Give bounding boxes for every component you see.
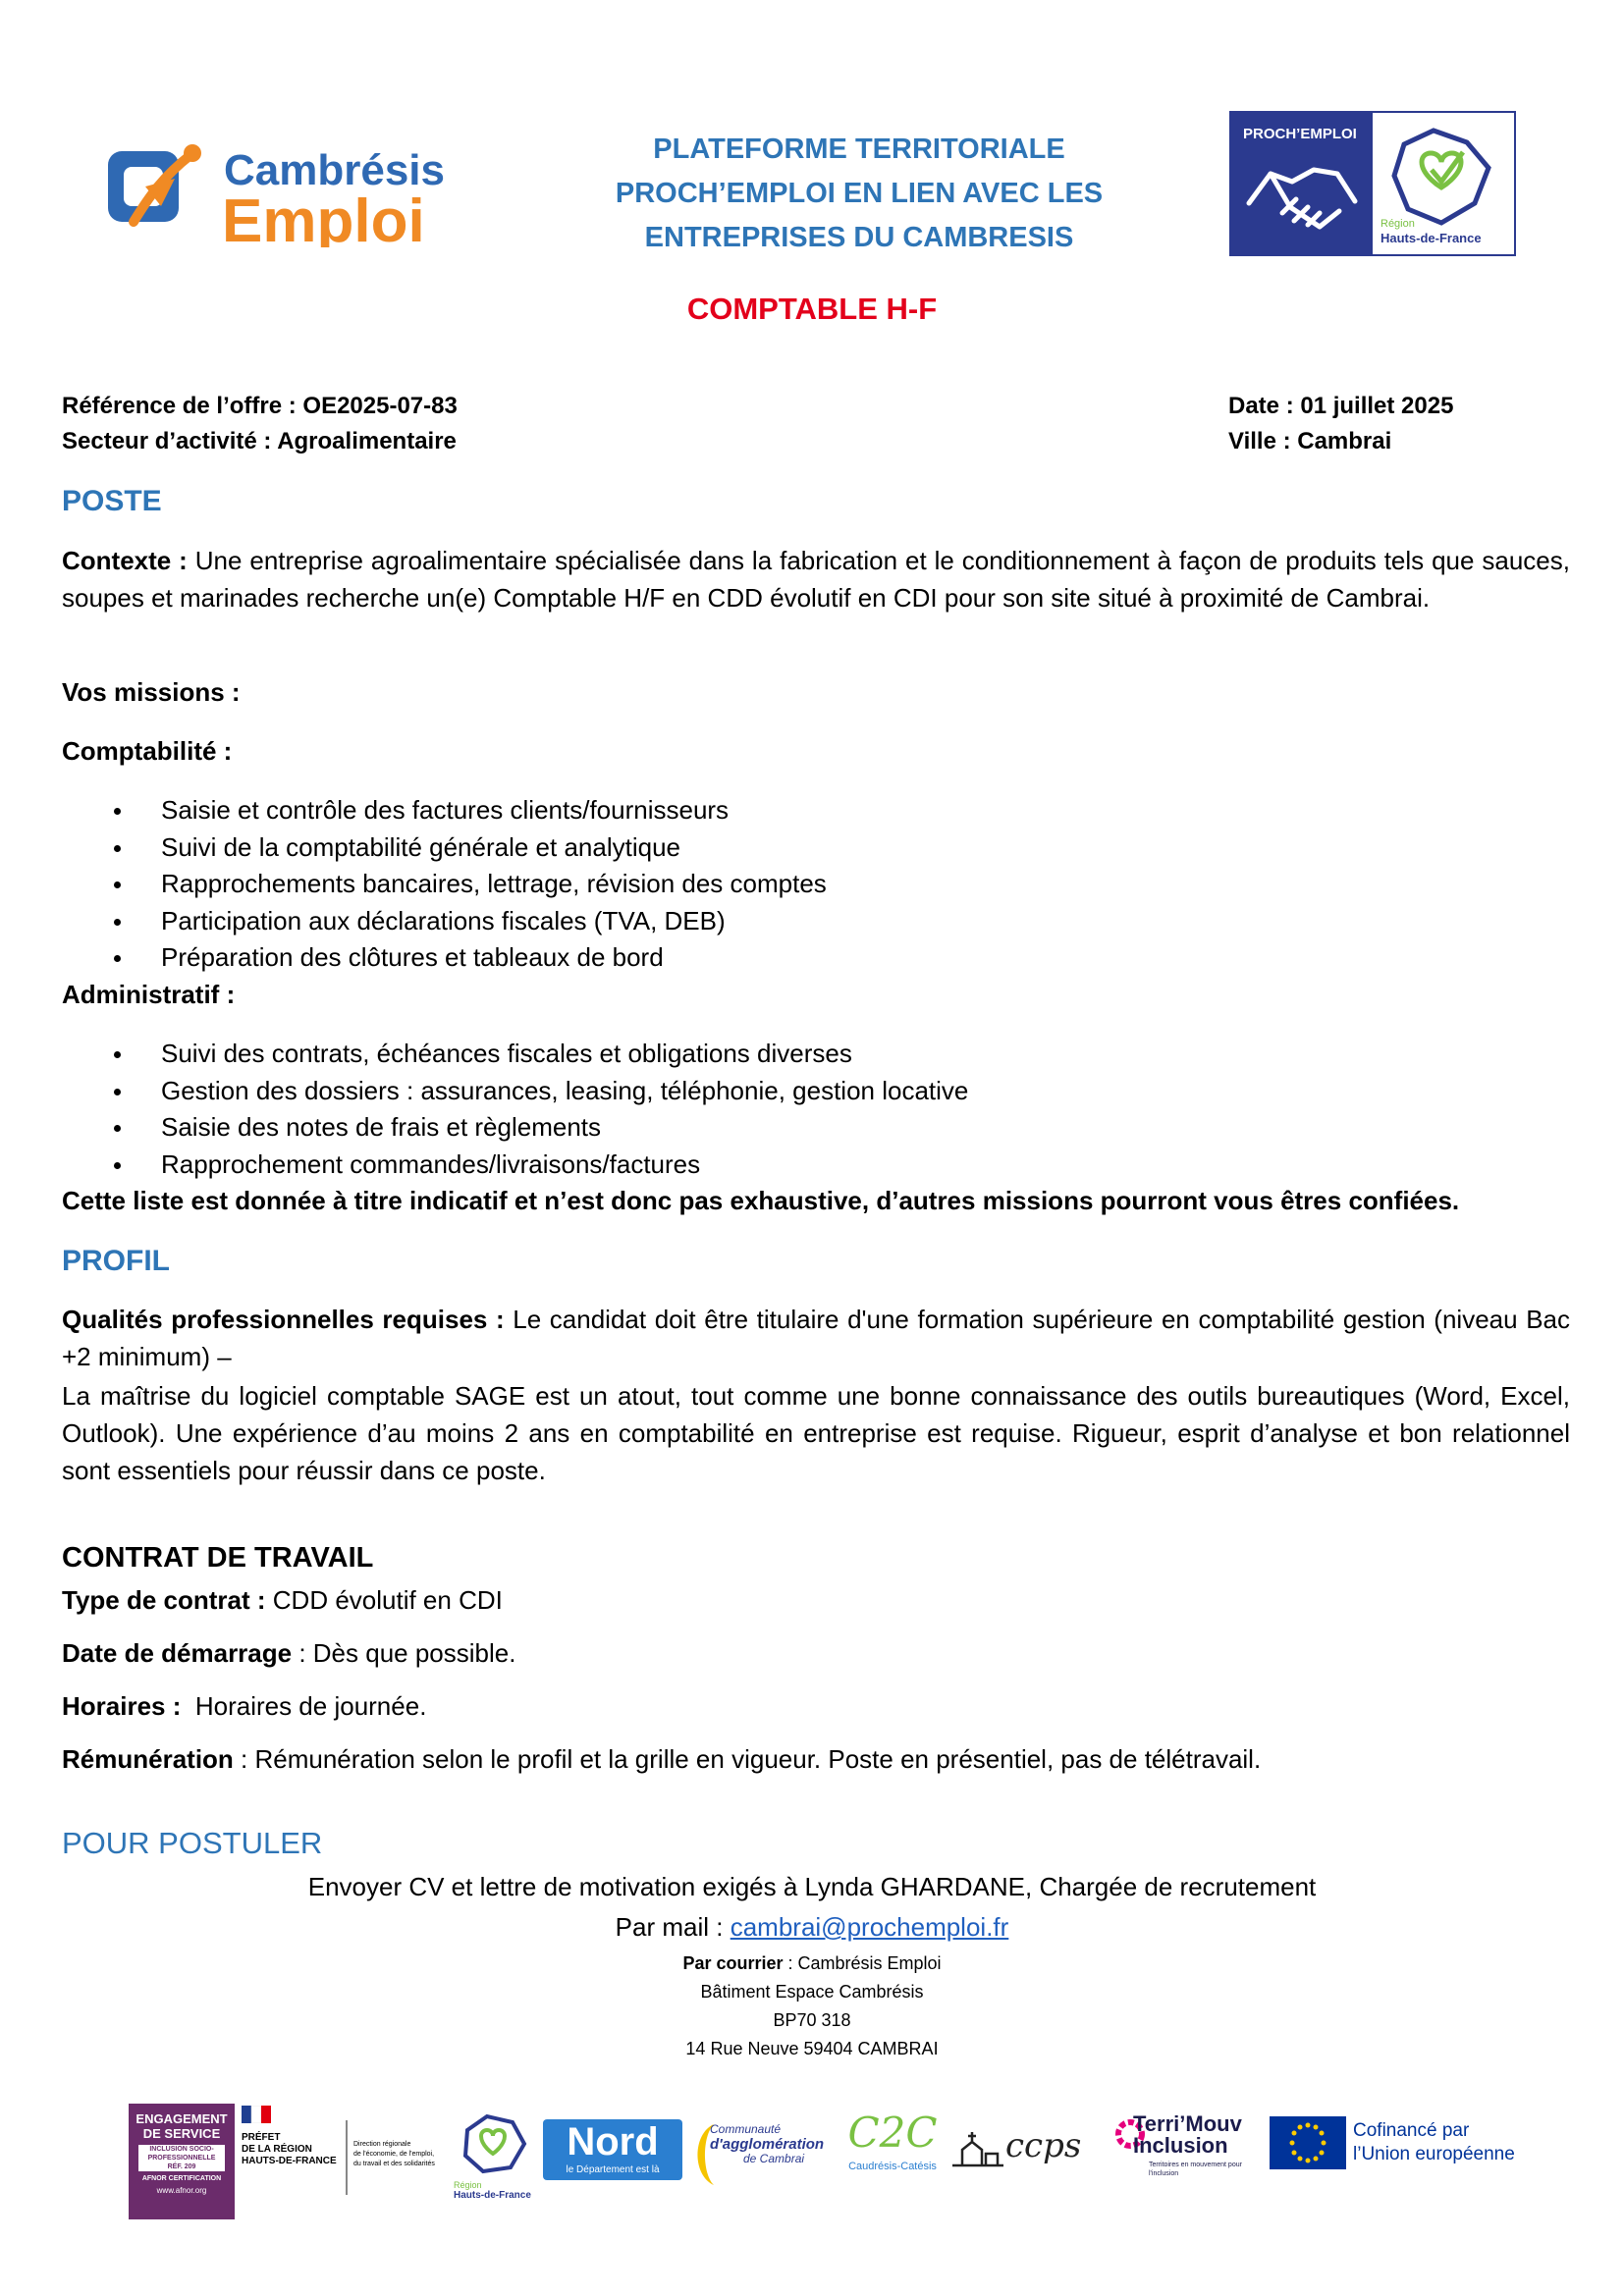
french-flag-icon: [242, 2106, 271, 2123]
c2c-sub: Caudrésis-Catésis: [848, 2161, 937, 2172]
afnor-title-line: ENGAGEMENT: [135, 2111, 228, 2126]
apply-email-prefix: Par mail :: [615, 1912, 731, 1942]
offer-reference: Référence de l’offre : OE2025-07-83: [62, 393, 458, 419]
ccps-text: ccps: [1005, 2126, 1082, 2165]
list-item: Saisie des notes de frais et règlements: [62, 1109, 968, 1147]
prefet-line: HAUTS-DE-FRANCE: [242, 2156, 337, 2166]
eu-line: l’Union européenne: [1353, 2144, 1515, 2164]
prochemploi-logo-mark: [1231, 113, 1514, 254]
afnor-title-line: DE SERVICE: [142, 2126, 221, 2141]
afnor-small-line: INCLUSION SOCIO-: [149, 2146, 214, 2153]
remuneration-value: : Rémunération selon le profil et la grille en vigueur. Poste en présentiel, pas de télétravail.: [233, 1744, 1262, 1774]
dreets-line: de l'économie, de l'emploi,: [353, 2151, 435, 2158]
profile-details: La maîtrise du logiciel comptable SAGE est un atout, tout comme une bonne connaissance des outils bureautiques (Word, Excel, Outlook). Une expérience d’au moins 2 ans en comptabilité en entreprise est requise. Rigueur, esprit d’analyse et bon relationnel sont essentiels pour réussir dans ce poste.: [62, 1381, 1570, 1485]
section-heading-contrat: CONTRAT DE TRAVAIL: [62, 1542, 374, 1574]
list-item: Suivi des contrats, échéances fiscales et obligations diverses: [62, 1036, 968, 1073]
header-title-line: PROCH’EMPLOI EN LIEN AVEC LES: [615, 178, 1104, 209]
section-heading-profil: PROFIL: [62, 1245, 170, 1277]
c2c-logo: [841, 2106, 944, 2196]
caac-logo: [688, 2112, 839, 2195]
apply-mail-line: [0, 1953, 1624, 1974]
badge-title: PROCH’EMPLOI: [1243, 126, 1357, 142]
list-item: Gestion des dossiers : assurances, leasing, téléphonie, gestion locative: [62, 1073, 968, 1110]
afnor-site: www.afnor.org: [156, 2186, 207, 2195]
start-date-value: : Dès que possible.: [292, 1638, 516, 1668]
header-title: [550, 128, 1168, 260]
eu-cofinance-text: [1353, 2119, 1515, 2166]
address-line: BP70 318: [773, 2010, 851, 2030]
afnor-cert: AFNOR CERTIFICATION: [141, 2175, 222, 2182]
ccps-logo: [948, 2120, 1086, 2189]
church-icon: [948, 2130, 1007, 2169]
comptabilite-label: Comptabilité :: [62, 736, 233, 766]
afnor-small-line: PROFESSIONNELLE: [147, 2155, 216, 2162]
nord-text: Nord: [567, 2120, 659, 2163]
contract-type-value: CDD évolutif en CDI: [265, 1585, 503, 1615]
region-name: Hauts-de-France: [454, 2190, 531, 2201]
apply-email-line: [0, 1912, 1624, 1943]
courrier-value: : Cambrésis Emploi: [783, 1953, 942, 1973]
terri-mouv-logo: [1113, 2111, 1267, 2200]
missions-disclaimer: Cette liste est donnée à titre indicatif et n’est donc pas exhaustive, d’autres missions pourront vous êtres confiées.: [62, 1186, 1460, 1215]
region-hdf-logo: [454, 2109, 544, 2207]
eu-line: Cofinancé par: [1353, 2120, 1470, 2141]
contract-type-label: Type de contrat :: [62, 1585, 266, 1615]
remuneration-label: Rémunération: [62, 1744, 234, 1774]
header-title-line: PLATEFORME TERRITORIALE: [653, 133, 1065, 165]
offer-city: Ville : Cambrai: [1228, 428, 1392, 454]
dreets-logo: [353, 2140, 452, 2169]
terri-line: Inclusion: [1133, 2133, 1228, 2158]
working-hours: [62, 1691, 426, 1722]
prochemploi-logo: [1229, 111, 1516, 256]
badge-region-small: Région: [1380, 218, 1415, 230]
qualities-label: Qualités professionnelles requises :: [62, 1305, 505, 1334]
dreets-line: du travail et des solidarités: [353, 2161, 435, 2167]
list-item: Suivi de la comptabilité générale et analytique: [62, 829, 827, 867]
nord-sub: le Département est là: [566, 2164, 660, 2175]
cambresis-emploi-logo: [106, 137, 511, 247]
activity-sector: Secteur d’activité : Agroalimentaire: [62, 428, 457, 454]
contract-type: [62, 1585, 503, 1616]
start-date-label: Date de démarrage: [62, 1638, 293, 1668]
caac-line: de Cambrai: [743, 2152, 805, 2165]
prefet-logo: [242, 2106, 340, 2204]
comptabilite-list: [62, 792, 827, 977]
section-heading-poste: POSTE: [62, 485, 162, 517]
cambresis-emploi-logo-mark: [106, 137, 511, 247]
start-date: [62, 1638, 515, 1669]
terri-sub: Territoires en mouvement pour l'inclusion: [1149, 2162, 1242, 2177]
afnor-small-line: RÉF. 209: [167, 2163, 196, 2170]
remuneration: [62, 1744, 1261, 1775]
address-line: 14 Rue Neuve 59404 CAMBRAI: [685, 2039, 939, 2058]
logo-top-text: Cambrésis: [224, 146, 446, 194]
courrier-label: Par courrier: [682, 1953, 784, 1973]
context-label: Contexte :: [62, 546, 188, 575]
divider: [346, 2120, 348, 2195]
terri-line: Terri’Mouv: [1133, 2111, 1242, 2136]
nord-logo: [543, 2119, 682, 2180]
logo-bottom-text: Emploi: [222, 187, 425, 247]
caac-line: Communauté: [710, 2122, 782, 2136]
region-small: Région: [454, 2180, 482, 2190]
apply-instructions: Envoyer CV et lettre de motivation exigés à Lynda GHARDANE, Chargée de recrutement: [307, 1872, 1317, 1901]
prefet-line: PRÉFET: [242, 2132, 281, 2143]
header-title-line: ENTREPRISES DU CAMBRESIS: [644, 222, 1074, 253]
prefet-line: DE LA RÉGION: [242, 2144, 312, 2155]
eu-flag: [1270, 2116, 1346, 2169]
c2c-mark: C2C: [847, 2109, 938, 2157]
offer-date: Date : 01 juillet 2025: [1228, 393, 1454, 419]
context-paragraph: [62, 542, 1570, 616]
working-hours-value: Horaires de journée.: [181, 1691, 427, 1721]
working-hours-label: Horaires :: [62, 1691, 182, 1721]
job-title: COMPTABLE H-F: [686, 292, 938, 326]
list-item: Participation aux déclarations fiscales (TVA, DEB): [62, 903, 827, 940]
missions-label: Vos missions :: [62, 677, 241, 707]
list-item: Préparation des clôtures et tableaux de bord: [62, 939, 827, 977]
eu-stars-icon: [1270, 2116, 1346, 2169]
dreets-line: Direction régionale: [353, 2141, 411, 2148]
section-heading-postuler: POUR POSTULER: [62, 1826, 323, 1860]
context-text: Une entreprise agroalimentaire spécialisée dans la fabrication et le conditionnement à façon de produits tels que sauces, soupes et marinades recherche un(e) Comptable H/F en CDD évolutif en CDI pour son site situé à proximité de Cambrai.: [62, 546, 1570, 613]
list-item: Rapprochement commandes/livraisons/factures: [62, 1147, 968, 1184]
afnor-engagement-logo: [129, 2104, 235, 2219]
caac-line: d'agglomération: [710, 2136, 825, 2153]
badge-region: Hauts-de-France: [1380, 231, 1482, 245]
apply-email-link[interactable]: cambrai@prochemploi.fr: [730, 1912, 1009, 1942]
administratif-label: Administratif :: [62, 980, 236, 1009]
list-item: Rapprochements bancaires, lettrage, révision des comptes: [62, 866, 827, 903]
qualities-text: Le candidat doit être titulaire d'une formation supérieure en comptabilité gestion (niveau Bac +2 minimum) –: [62, 1305, 1570, 1371]
administratif-list: [62, 1036, 968, 1183]
address-line: Bâtiment Espace Cambrésis: [700, 1982, 924, 2002]
qualities-paragraph: [62, 1301, 1570, 1375]
list-item: Saisie et contrôle des factures clients/fournisseurs: [62, 792, 827, 829]
region-france-icon: [454, 2109, 532, 2175]
